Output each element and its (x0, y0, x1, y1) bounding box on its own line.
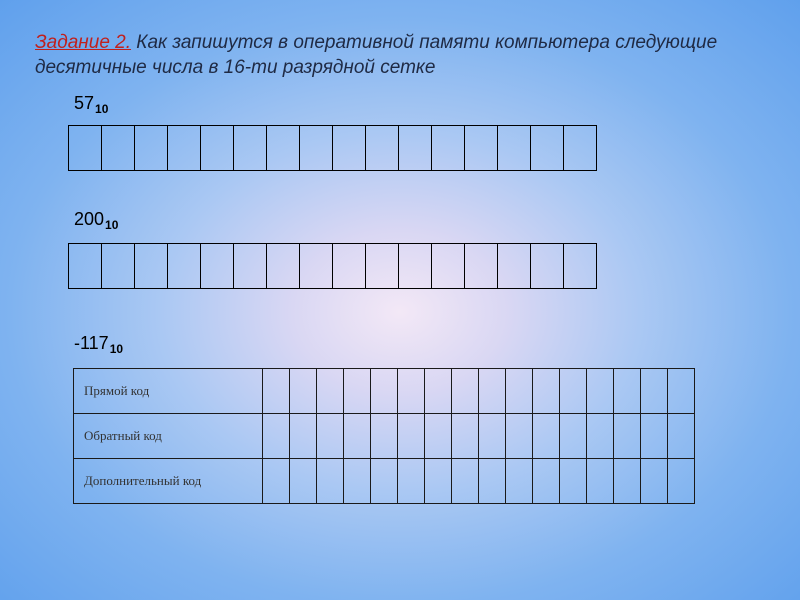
bit-cell (432, 244, 465, 289)
bit-cell (465, 126, 498, 171)
bit-cell (168, 126, 201, 171)
number-value: 200 (74, 209, 105, 229)
bit-cell (560, 369, 587, 414)
bit-cell (344, 369, 371, 414)
bit-cell (641, 414, 668, 459)
bit-cell (135, 244, 168, 289)
bit-cell (399, 126, 432, 171)
bit-cell (263, 414, 290, 459)
bit-cell (333, 126, 366, 171)
bit-cell (560, 414, 587, 459)
bit-cell (290, 414, 317, 459)
bit-cell (425, 414, 452, 459)
bit-cell (533, 369, 560, 414)
bit-cell (614, 459, 641, 504)
bit-cell (564, 244, 597, 289)
number-label-2 (74, 209, 118, 232)
bit-cell (366, 126, 399, 171)
bit-cell (344, 459, 371, 504)
number-base: 10 (95, 102, 109, 116)
bit-cell (263, 369, 290, 414)
bit-grid-2 (68, 243, 597, 289)
bit-cell (531, 126, 564, 171)
bit-cell (498, 244, 531, 289)
bit-cell (317, 369, 344, 414)
number-value: 57 (74, 93, 95, 113)
bit-cell (290, 459, 317, 504)
bit-cell (333, 244, 366, 289)
bit-cell (267, 244, 300, 289)
bit-cell (425, 459, 452, 504)
bit-cell (452, 459, 479, 504)
bit-cell (533, 414, 560, 459)
bit-cell (614, 414, 641, 459)
bit-cell (564, 126, 597, 171)
bit-cell (398, 369, 425, 414)
bit-cell (479, 414, 506, 459)
bit-cell (344, 414, 371, 459)
bit-cell (317, 459, 344, 504)
bit-cell (234, 126, 267, 171)
bit-cell (168, 244, 201, 289)
bit-cell (479, 459, 506, 504)
number-base: 10 (105, 218, 119, 232)
bit-cell (479, 369, 506, 414)
bit-grid-1 (68, 125, 597, 171)
bit-cell (201, 126, 234, 171)
bit-cell (371, 369, 398, 414)
bit-cell (668, 459, 695, 504)
bit-cell (201, 244, 234, 289)
bit-cell (371, 459, 398, 504)
bit-cell (587, 414, 614, 459)
bit-cell (69, 244, 102, 289)
bit-cell (587, 369, 614, 414)
bit-cell (425, 369, 452, 414)
bit-cell (533, 459, 560, 504)
bit-cell (399, 244, 432, 289)
bit-cell (234, 244, 267, 289)
code-table (73, 368, 695, 504)
bit-cell (366, 244, 399, 289)
bit-cell (506, 459, 533, 504)
bit-cell (317, 414, 344, 459)
bit-cell (452, 369, 479, 414)
task-label: Задание 2. (35, 32, 132, 53)
task-title (35, 30, 775, 80)
bit-cell (371, 414, 398, 459)
bit-cell (641, 459, 668, 504)
bit-cell (432, 126, 465, 171)
code-label: Прямой код (74, 369, 263, 414)
bit-cell (506, 414, 533, 459)
bit-cell (300, 244, 333, 289)
code-label: Дополнительный код (74, 459, 263, 504)
bit-cell (267, 126, 300, 171)
bit-cell (290, 369, 317, 414)
bit-cell (641, 369, 668, 414)
number-label-3 (74, 333, 123, 356)
code-row-inverse (74, 414, 695, 459)
bit-cell (135, 126, 168, 171)
bit-cell (465, 244, 498, 289)
bit-cell (668, 369, 695, 414)
bit-cell (560, 459, 587, 504)
bit-cell (263, 459, 290, 504)
bit-cell (587, 459, 614, 504)
number-label-1 (74, 93, 108, 116)
bit-cell (531, 244, 564, 289)
code-label: Обратный код (74, 414, 263, 459)
code-row-direct (74, 369, 695, 414)
bit-cell (498, 126, 531, 171)
bit-cell (506, 369, 533, 414)
bit-row (69, 244, 597, 289)
bit-cell (300, 126, 333, 171)
number-value: -117 (74, 333, 109, 353)
bit-cell (398, 459, 425, 504)
bit-row (69, 126, 597, 171)
bit-cell (69, 126, 102, 171)
bit-cell (398, 414, 425, 459)
bit-cell (614, 369, 641, 414)
bit-cell (452, 414, 479, 459)
task-text: Как запишутся в оперативной памяти компьютера следующие десятичные числа в 16-ти разрядной сетке (35, 32, 718, 78)
bit-cell (668, 414, 695, 459)
bit-cell (102, 244, 135, 289)
code-row-complement (74, 459, 695, 504)
number-base: 10 (109, 342, 124, 356)
bit-cell (102, 126, 135, 171)
